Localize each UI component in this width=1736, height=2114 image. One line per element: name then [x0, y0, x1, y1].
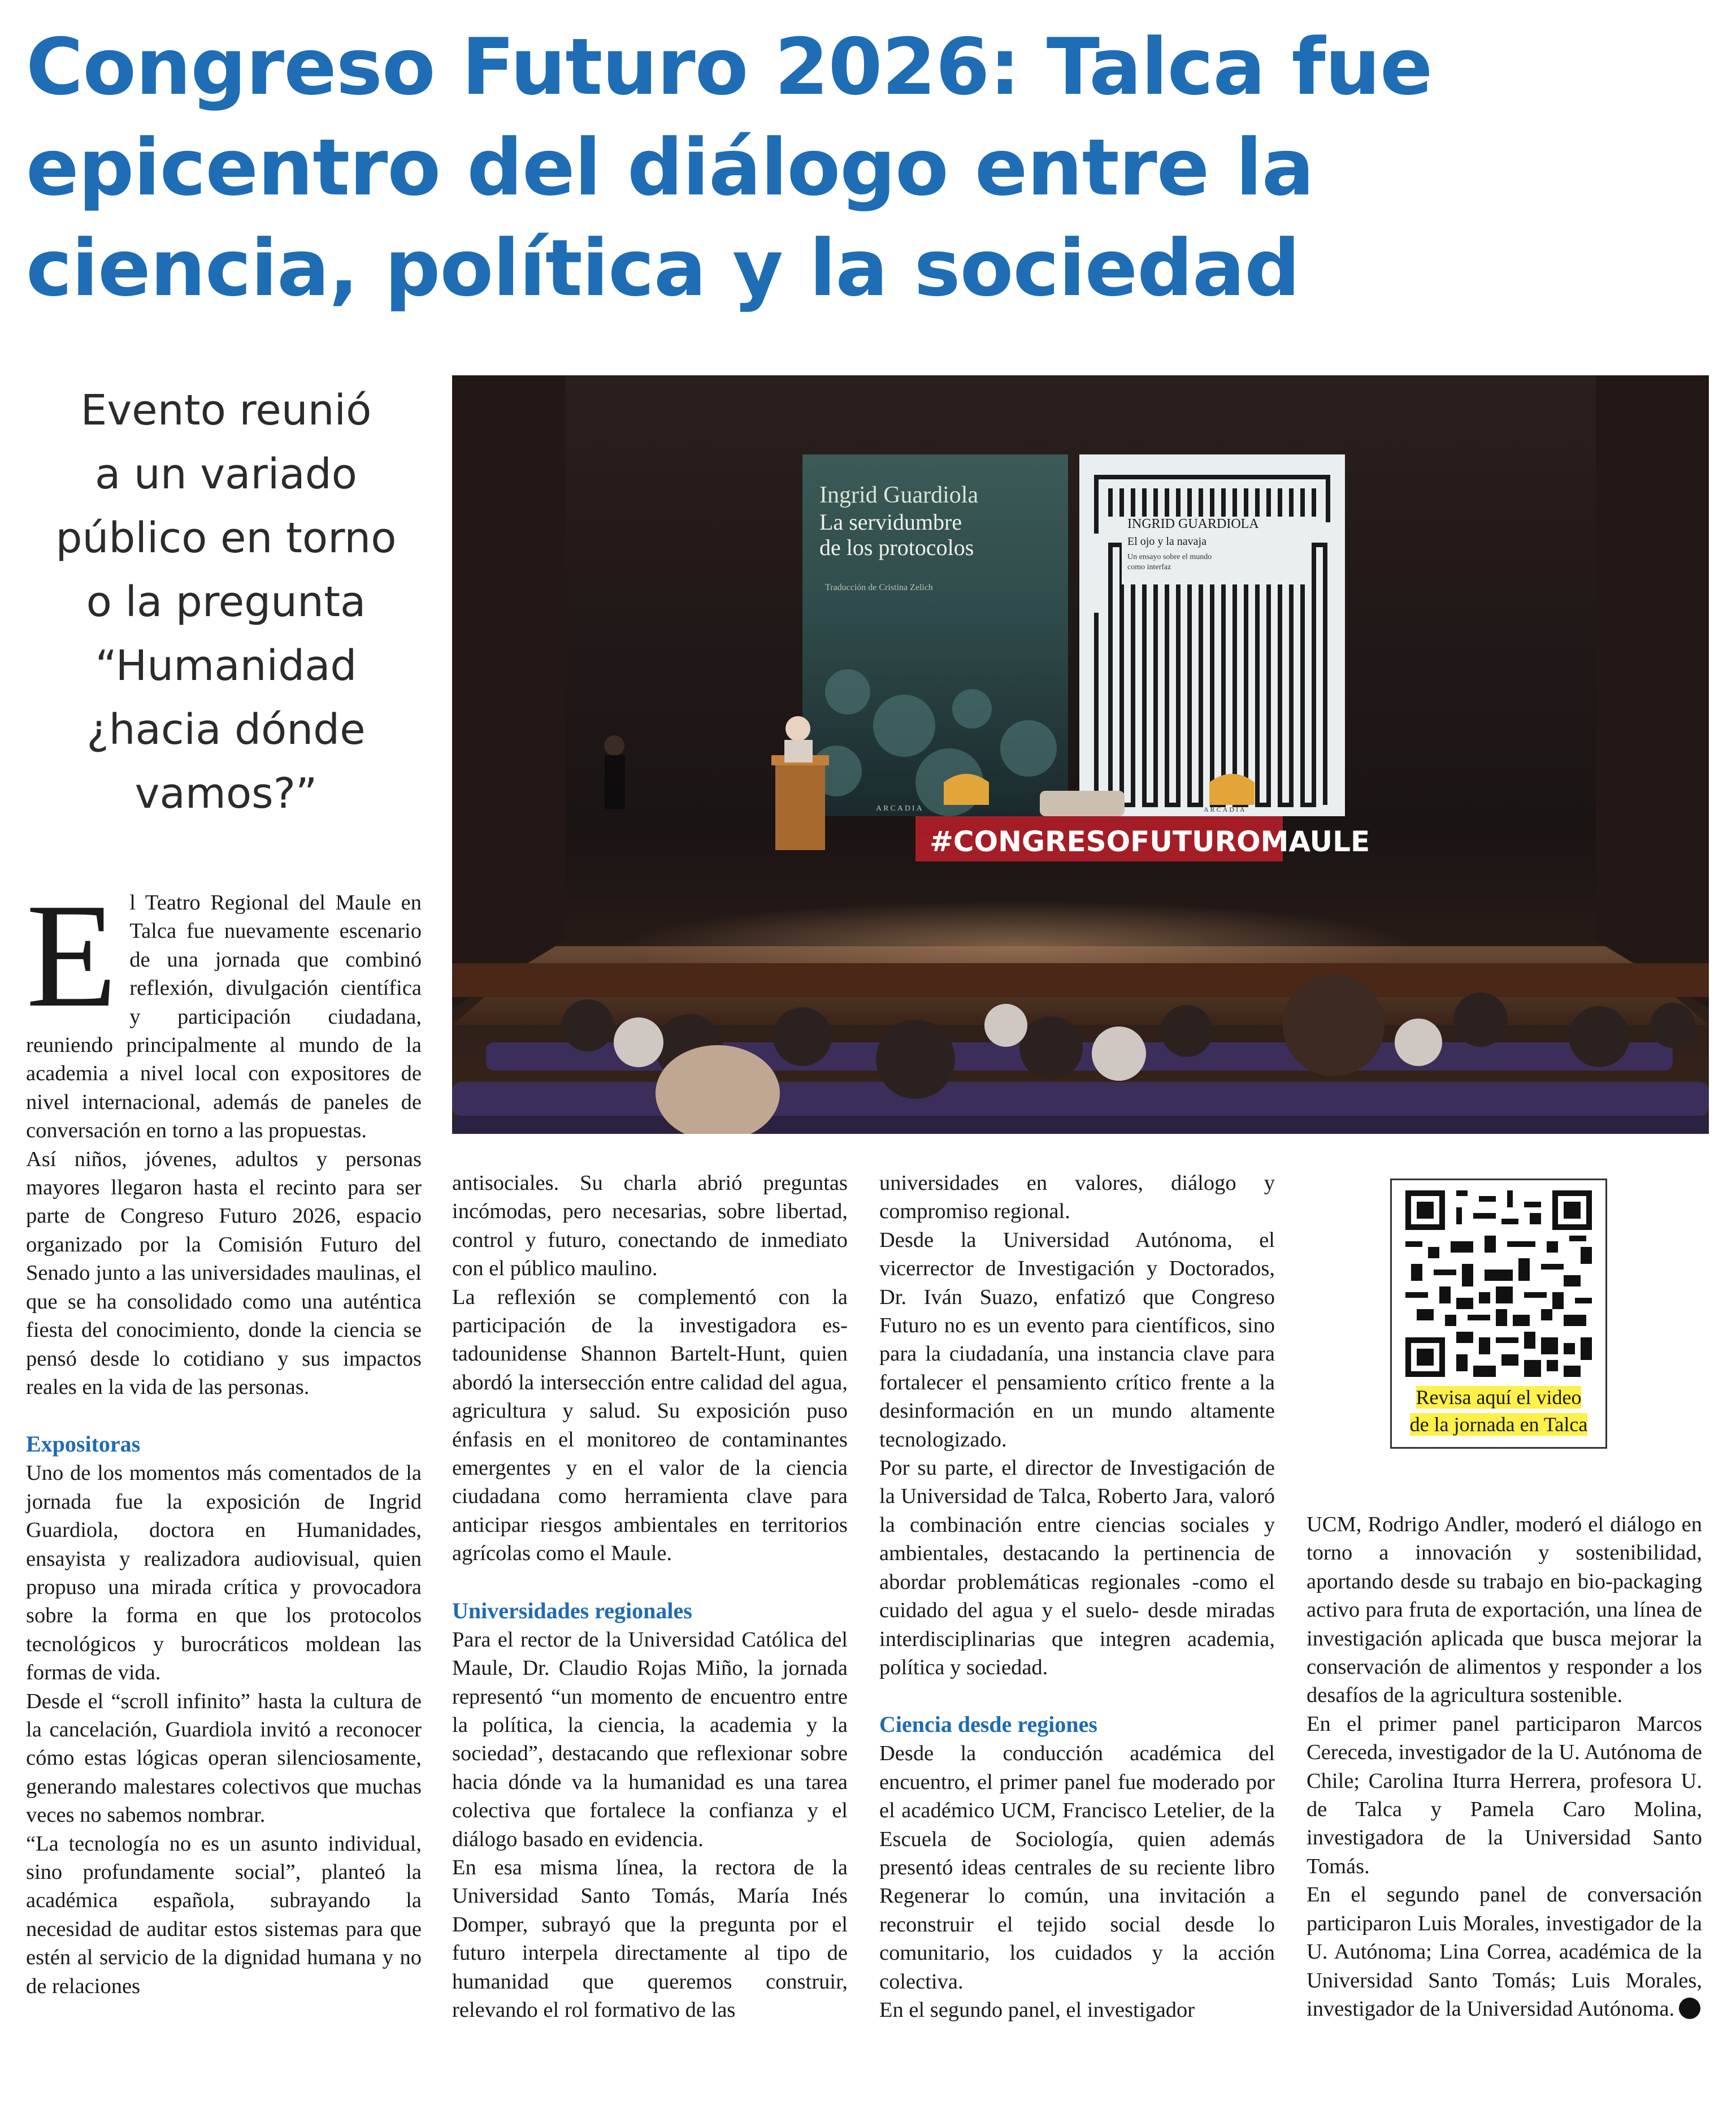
article-column-3	[879, 1169, 1275, 2024]
article-paragraph: La reflexión se complementó con la participación de la investigadora estadounidense Shannon Bartelt-Hunt, quien abordó la intersección entre calidad del agua, agricultura y salud. Su exposición puso énfasis en el monitoreo de contaminantes emergentes y en el valor de la ciencia ciudadana como herramienta clave para anticipar riesgos ambientales en territorios agrícolas como el Maule.	[452, 1285, 848, 1566]
book-left-translator: Traducción de Cristina Zelich	[825, 583, 933, 592]
book-right-subtitle: como interfaz	[1127, 563, 1171, 571]
subheadline-line: o la pregunta	[86, 578, 366, 626]
book-right-publisher: ARCADIA	[1204, 805, 1247, 813]
book-left-publisher: ARCADIA	[876, 804, 924, 813]
book-left-author: Ingrid Guardiola	[819, 482, 979, 508]
end-of-article-mark	[1679, 1998, 1700, 2019]
article-paragraph: Así niños, jóvenes, adultos y personas mayores llegaron hasta el recinto para ser parte de Congreso Futuro 2026, espacio organizado por la Comisión Futuro del Senado junto a las universidades maulinas, el que se ha consolidado como una auténtica fiesta del conocimiento, donde la ciencia se pensó desde lo cotidiano y sus impactos reales en la vida de las personas.	[26, 1147, 422, 1399]
qr-caption-line: de la jornada en Talca	[1409, 1413, 1588, 1436]
section-heading-expositoras: Expositoras	[26, 1431, 141, 1457]
article-paragraph: En el segundo panel de conversación participaron Luis Morales, investigador de la U. Autónoma; Lina Correa, académica de la Universidad Santo Tomás; Luis Morales, investigador de la Universidad Autónoma.	[1307, 1883, 1702, 2021]
subheadline-line: vamos?”	[134, 769, 318, 818]
article-paragraph: Por su parte, el director de Investigación de la Universidad de Talca, Roberto Jara, valoró la combinación entre ciencias sociales y ambientales, destacando la pertinencia de abordar problemáticas regionales -como el cuidado del agua y el suelo- desde miradas interdisciplinarias que integren academia, política y sociedad.	[879, 1456, 1275, 1679]
article-paragraph: “La tecnología no es un asunto individual, sino profundamente social”, planteó la académica española, subrayando la necesidad de auditar estos sistemas para que estén al servicio de la dignidad humana y no de relaciones	[26, 1831, 422, 1998]
speaker	[785, 716, 810, 741]
article-column-2	[452, 1169, 848, 2024]
book-left-title: de los protocolos	[819, 535, 974, 560]
book-left-title: La servidumbre	[819, 509, 962, 535]
subheadline-line: a un variado	[95, 450, 357, 499]
section-heading-ciencia: Ciencia desde regiones	[879, 1712, 1097, 1738]
subheadline-line: “Humanidad	[95, 642, 357, 690]
article-paragraph: universidades en valores, diálogo y compromiso regional.	[879, 1171, 1275, 1224]
article-paragraph: antisociales. Su charla abrió preguntas incómodas, pero necesarias, sobre libertad, control y futuro, conectando de inmediato con el público maulino.	[452, 1171, 848, 1281]
theater-stage-illustration	[452, 375, 1709, 1134]
stage-hashtag-sign: #CONGRESOFUTUROMAULE	[930, 825, 1370, 858]
article-paragraph: Desde la Universidad Autónoma, el vicerrector de Investigación y Doctorados, Dr. Iván Suazo, enfatizó que Congreso Futuro no es un evento para científicos, sino para la ciudadanía, una instancia clave para fortalecer el pensamiento crítico frente a la desinformación en un mundo altamente tecnologizado.	[879, 1228, 1275, 1452]
section-heading-universidades: Universidades regionales	[452, 1597, 692, 1623]
drop-cap: E	[26, 873, 118, 1038]
article-paragraph: UCM, Rodrigo Andler, moderó el diálogo en torno a innovación y sostenibilidad, aportando desde su trabajo en bio-packaging activo para fruta de exportación, una línea de investigación aplicada que busca mejorar la conservación de alimentos y responder a los desafíos de la agricultura sostenible.	[1307, 1513, 1702, 1708]
article-paragraph: Desde la conducción académica del encuentro, el primer panel fue moderado por el académico UCM, Francisco Letelier, de la Escuela de Sociología, quien además presentó ideas centrales de su reciente libro Regenerar lo común, una invitación a reconstruir el tejido social desde lo comunitario, los cuidados y la acción colectiva.	[879, 1742, 1275, 1994]
book-right-title: El ojo y la navaja	[1127, 535, 1206, 548]
headline-line: Congreso Futuro 2026: Talca fue	[26, 21, 1433, 112]
article-column-4	[1307, 1510, 1702, 2023]
subheadline-line: público en torno	[55, 514, 397, 562]
qr-code[interactable]	[1405, 1190, 1592, 1377]
headline	[26, 17, 1710, 319]
article-paragraph: En el segundo panel, el investigador	[879, 1998, 1195, 2022]
subheadline-line: Evento reunió	[80, 386, 372, 435]
article-paragraph: Uno de los momentos más comentados de la jornada fue la exposición de Ingrid Guardiola, doctora en Humanidades, ensayista y realizadora audiovisual, quien propuso una mirada crítica y provocadora sobre la forma en que los protocolos tecnológicos y burocráticos moldean las formas de vida.	[26, 1461, 422, 1685]
qr-caption	[1400, 1384, 1597, 1438]
book-right-subtitle: Un ensayo sobre el mundo	[1127, 553, 1212, 561]
subheadline-line: ¿hacia dónde	[86, 705, 366, 754]
subheadline	[17, 379, 435, 826]
book-right-author: INGRID GUARDIOLA	[1127, 517, 1259, 531]
headline-line: epicentro del diálogo entre la	[26, 122, 1314, 213]
qr-caption-line: Revisa aquí el video	[1416, 1386, 1582, 1409]
article-paragraph: Desde el “scroll infinito” hasta la cultura de la cancelación, Guardiola invitó a reconocer cómo estas lógicas operan silenciosamente, generando malestares colectivos que muchas veces no sabemos nombrar.	[26, 1689, 422, 1827]
event-photo	[452, 375, 1709, 1134]
headline-line: ciencia, política y la sociedad	[26, 223, 1300, 314]
article-column-1	[26, 873, 422, 2000]
article-paragraph: En el primer panel participaron Marcos Cereceda, investigador de la U. Autónoma de Chile; Carolina Iturra Herrera, profesora U. de Talca y Pamela Caro Molina, investigadora de la Universidad Santo Tomás.	[1307, 1712, 1702, 1878]
article-paragraph: En esa misma línea, la rectora de la Universidad Santo Tomás, María Inés Domper, subrayó que la pregunta por el futuro interpela directamente al tipo de humanidad que queremos construir, relevando el rol formativo de las	[452, 1855, 848, 2022]
article-paragraph: l Teatro Regional del Maule en Talca fue nuevamente escenario de una jornada que combinó reflexión, divulgación científica y participación ciudadana, reuniendo principalmente al mundo de la academia a nivel local con expositores de nivel internacional, además de paneles de conversación en torno a las propuestas.	[26, 891, 422, 1143]
article-paragraph: Para el rector de la Universidad Católica del Maule, Dr. Claudio Rojas Miño, la jornada representó “un momento de encuentro entre la política, la ciencia, la academia y la sociedad”, destacando que reflexionar sobre hacia dónde va la humanidad es una tarea colectiva que fortalece la confianza y el diálogo basado en evidencia.	[452, 1627, 848, 1851]
podium	[775, 760, 825, 850]
